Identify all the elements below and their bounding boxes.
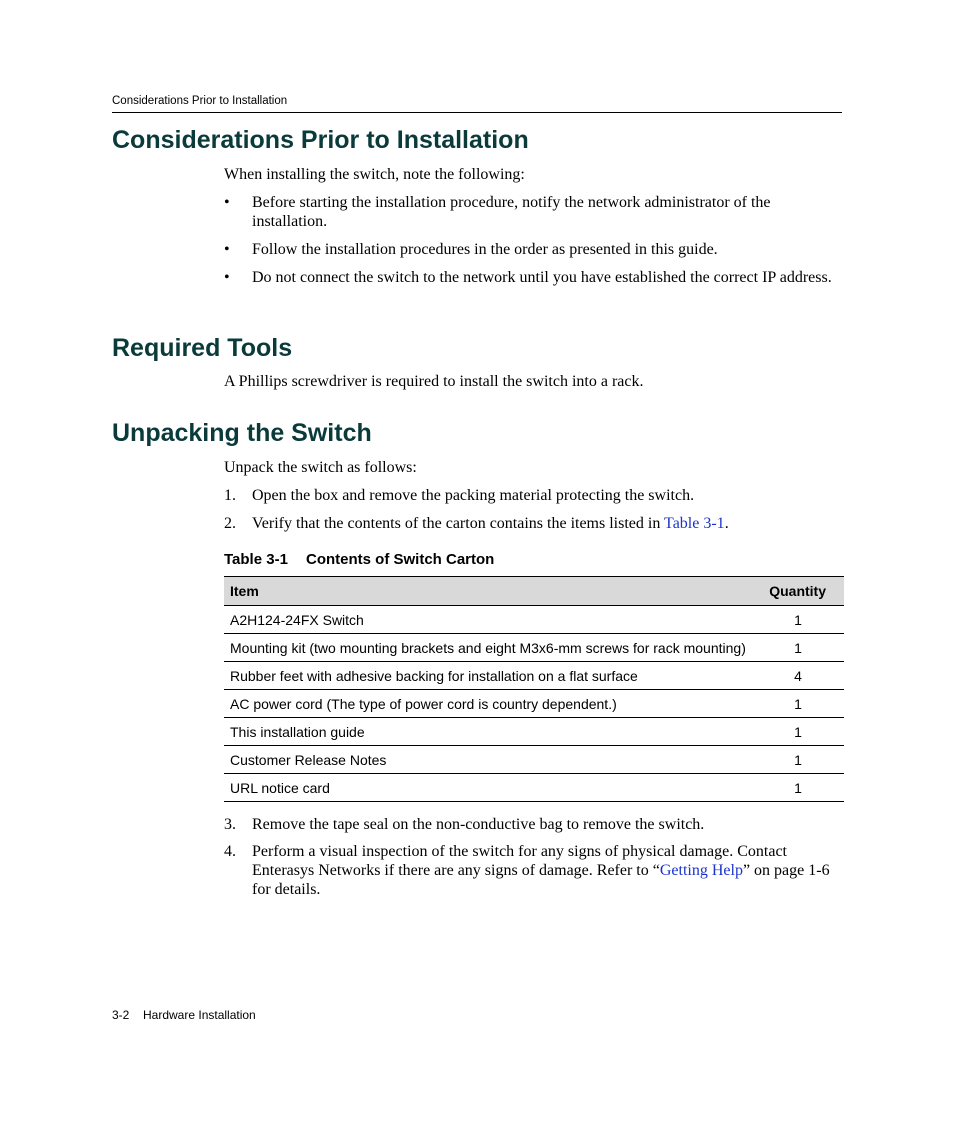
step-text-before: Verify that the contents of the carton contains the items listed in [252, 515, 665, 532]
column-header-item: Item [224, 577, 752, 606]
getting-help-link[interactable]: Getting Help [659, 862, 743, 879]
step-text: Remove the tape seal on the non-conductive bag to remove the switch. [252, 816, 705, 833]
cell-item: AC power cord (The type of power cord is country dependent.) [224, 690, 752, 718]
table-row [224, 606, 844, 634]
step-text: Open the box and remove the packing material protecting the switch. [252, 487, 695, 504]
heading-unpacking: Unpacking the Switch [112, 419, 372, 447]
table-header-row [224, 577, 844, 606]
table-row [224, 690, 844, 718]
step-item [224, 842, 834, 899]
cell-item: This installation guide [224, 718, 752, 746]
footer-title: Hardware Installation [143, 1008, 256, 1022]
cell-quantity: 1 [752, 634, 844, 662]
table-row [224, 634, 844, 662]
page-number: 3-2 [112, 1008, 130, 1022]
required-tools-text: A Phillips screwdriver is required to install the switch into a rack. [224, 373, 644, 390]
cell-item: Mounting kit (two mounting brackets and eight M3x6-mm screws for rack mounting) [224, 634, 752, 662]
step-item [224, 815, 834, 834]
step-item [224, 486, 834, 505]
page-footer [112, 1008, 256, 1022]
cell-item: A2H124-24FX Switch [224, 606, 752, 634]
step-text-before: Perform a visual inspection of the switch for any signs of physical damage. Contact Enterasys Networks if there are any signs of damage. Refer to “ [252, 843, 787, 879]
table-caption-title: Contents of Switch Carton [306, 551, 495, 568]
unpacking-intro: Unpack the switch as follows: [224, 459, 417, 476]
bullet-item [224, 240, 834, 259]
step-text [252, 842, 834, 899]
step-number: 4. [224, 843, 236, 860]
bullet-marker: • [224, 194, 230, 211]
table-row [224, 774, 844, 802]
bullet-text: Before starting the installation procedure, notify the network administrator of the installation. [252, 194, 771, 230]
running-header: Considerations Prior to Installation [112, 95, 288, 107]
cell-quantity: 1 [752, 774, 844, 802]
considerations-intro: When installing the switch, note the following: [224, 166, 525, 183]
bullet-text: Do not connect the switch to the network until you have established the correct IP address. [252, 269, 832, 286]
table-row [224, 746, 844, 774]
bullet-text: Follow the installation procedures in the order as presented in this guide. [252, 241, 718, 258]
bullet-marker: • [224, 269, 230, 286]
column-header-quantity: Quantity [752, 577, 844, 606]
step-text-after: ” on page 1-6 for details. [252, 862, 830, 898]
cell-quantity: 4 [752, 662, 844, 690]
table-caption-number: Table 3-1 [224, 551, 288, 568]
table-3-1-link[interactable]: Table 3-1 [664, 515, 725, 532]
step-text-after: . [724, 515, 729, 532]
cell-item: Customer Release Notes [224, 746, 752, 774]
table-row [224, 718, 844, 746]
step-number: 1. [224, 487, 236, 504]
cell-quantity: 1 [752, 690, 844, 718]
step-text [252, 514, 834, 533]
heading-considerations: Considerations Prior to Installation [112, 126, 529, 154]
bullet-marker: • [224, 241, 230, 258]
step-number: 2. [224, 515, 236, 532]
cell-quantity: 1 [752, 718, 844, 746]
header-rule [112, 112, 842, 113]
step-item [224, 514, 834, 533]
contents-table [224, 576, 844, 802]
cell-quantity: 1 [752, 606, 844, 634]
cell-item: Rubber feet with adhesive backing for installation on a flat surface [224, 662, 752, 690]
table-caption [224, 551, 494, 568]
cell-item: URL notice card [224, 774, 752, 802]
table-row [224, 662, 844, 690]
bullet-item [224, 193, 834, 231]
step-number: 3. [224, 816, 236, 833]
bullet-item [224, 268, 834, 287]
cell-quantity: 1 [752, 746, 844, 774]
heading-required-tools: Required Tools [112, 334, 293, 362]
